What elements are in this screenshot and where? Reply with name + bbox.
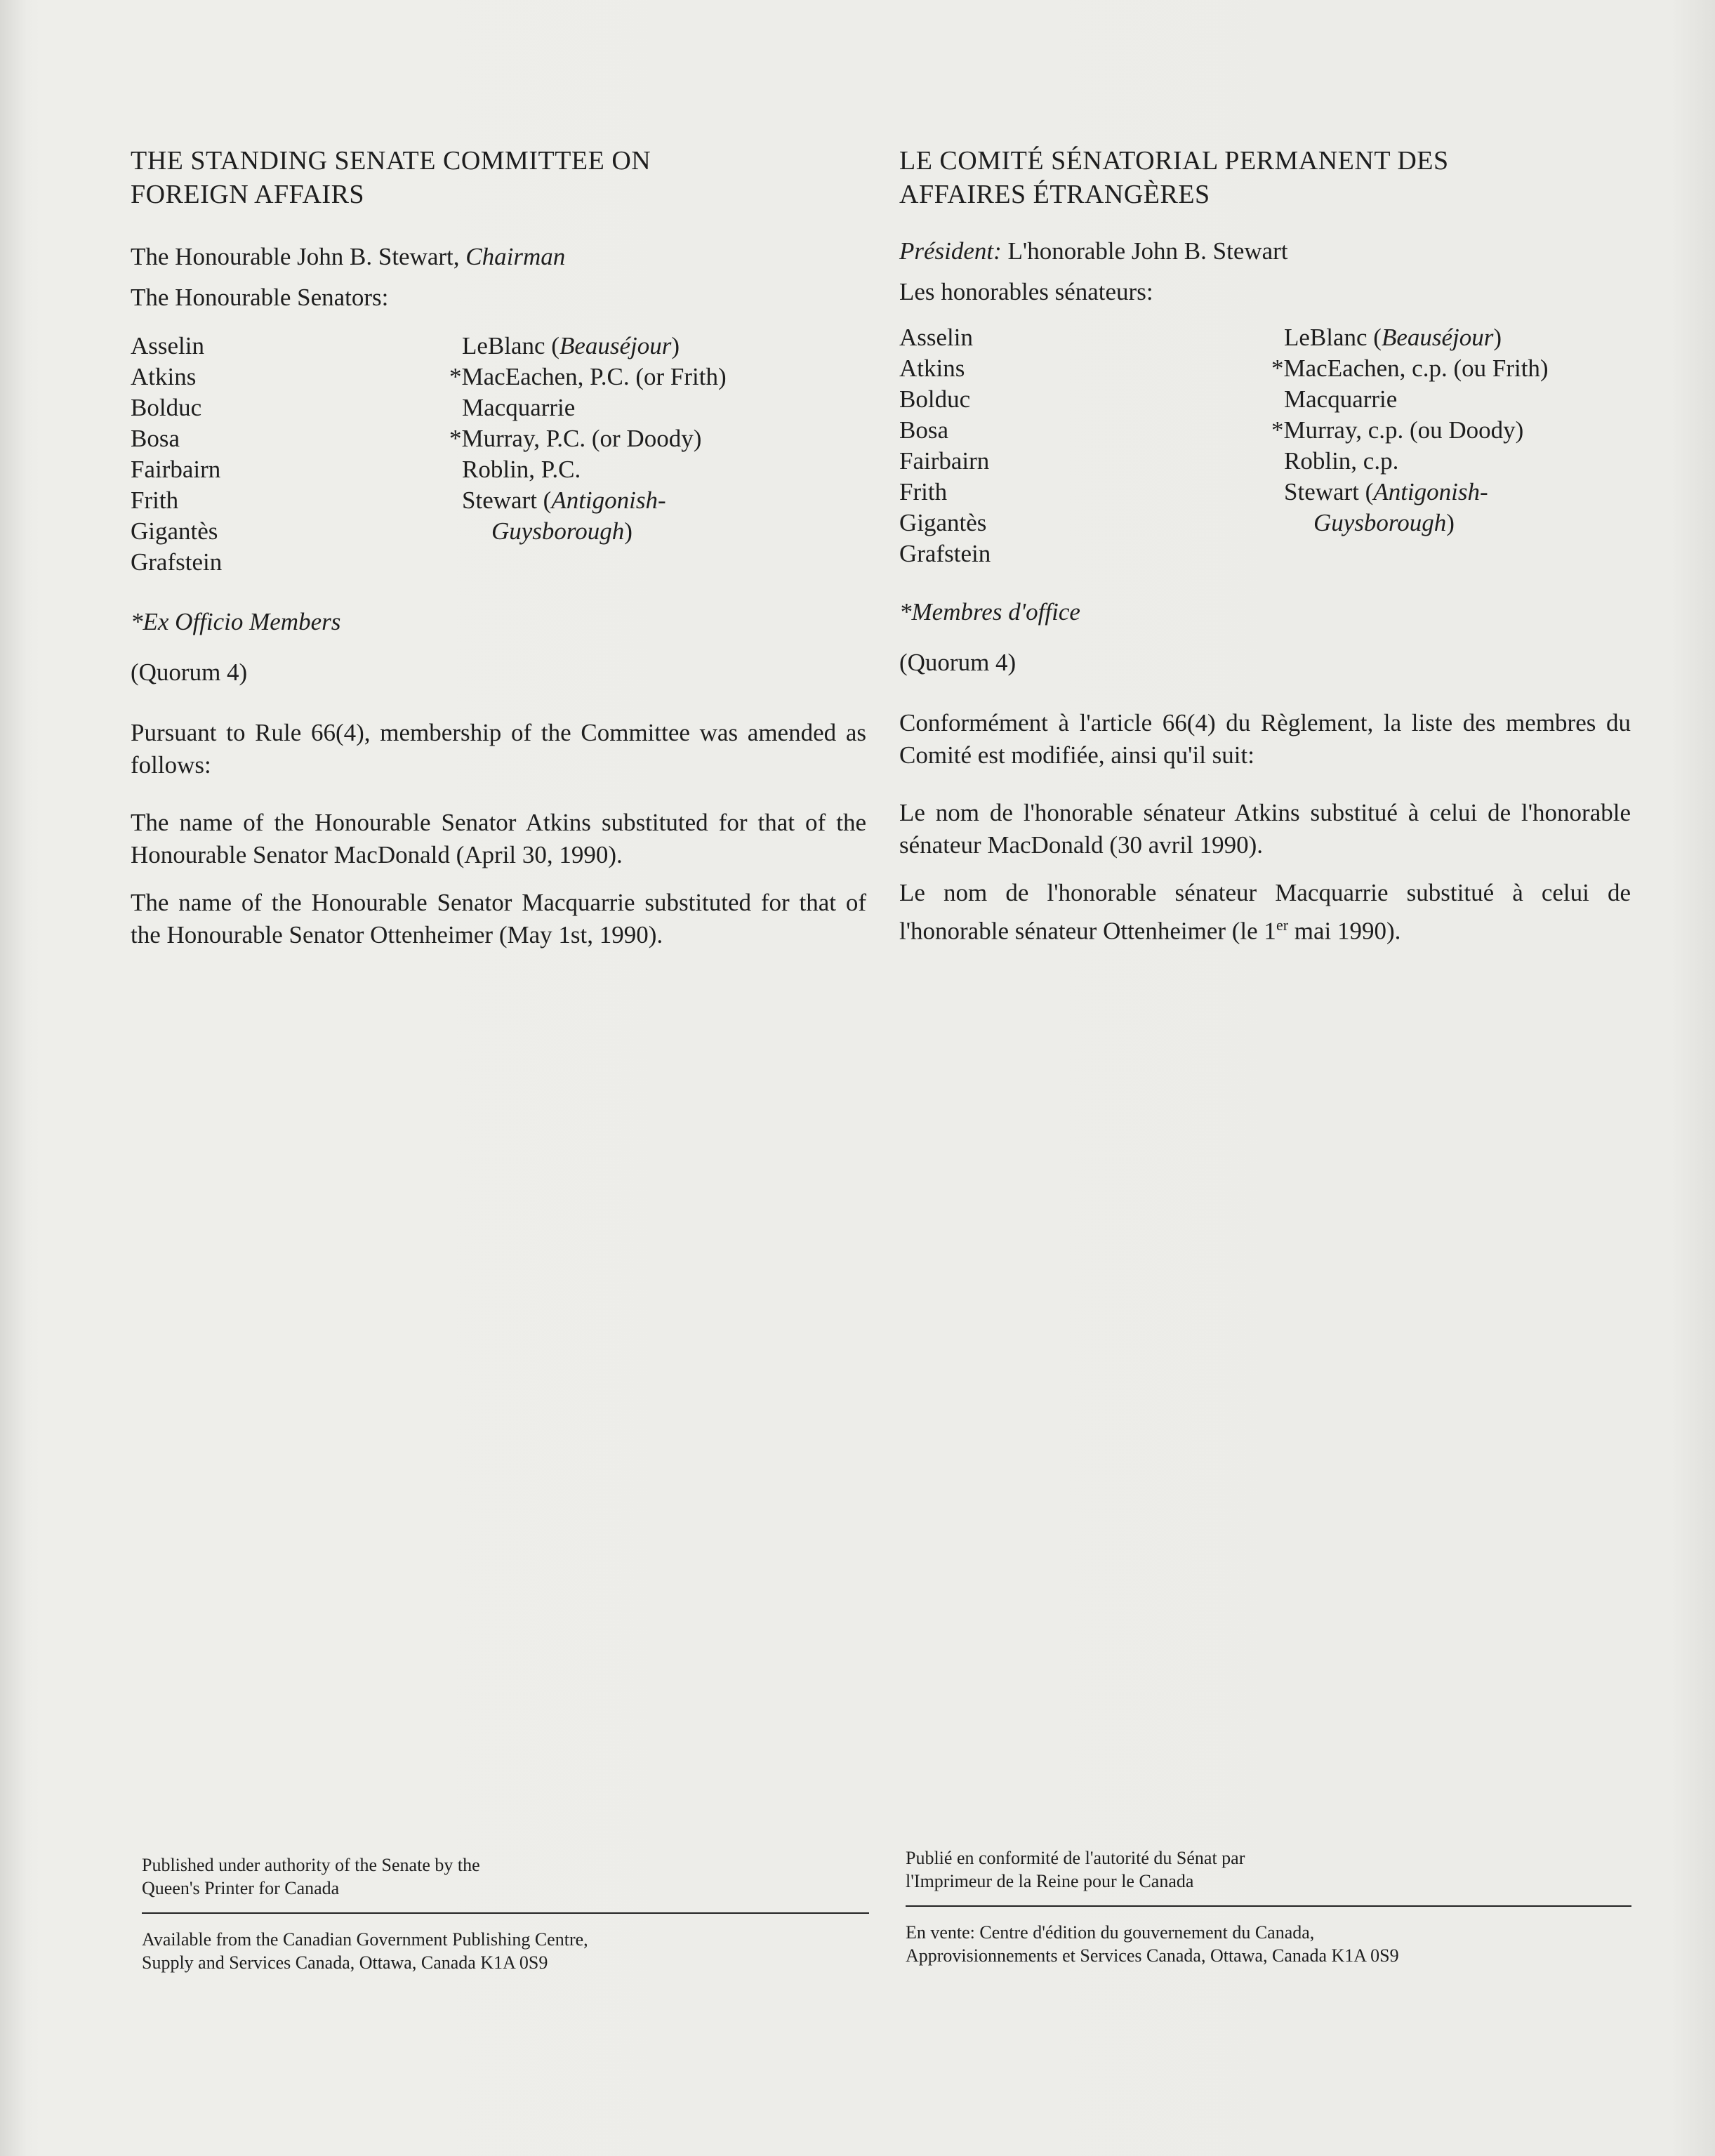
member-name: Stewart (Antigonish-: [1284, 478, 1488, 505]
member-name: Macquarrie: [1284, 385, 1398, 413]
substitution-paragraph-2: The name of the Honourable Senator Macquarrie substituted for that of the Honourable Senator Ottenheimer (May 1st, 1990).: [131, 889, 866, 948]
member-name: Bolduc: [899, 385, 971, 413]
chairman-title: Président:: [899, 237, 1002, 265]
member-name: Stewart (Antigonish-: [462, 487, 666, 514]
english-column: [131, 144, 866, 951]
substitution-paragraph-2: Le nom de l'honorable sénateur Macquarrie substitué à celui de l'honorable sénateur Ottenheimer (le 1er mai 1990).: [899, 879, 1631, 945]
member-list-left: [899, 322, 1278, 569]
publication-footer-en: [142, 1853, 869, 1974]
heading-line-2: FOREIGN AFFAIRS: [131, 180, 365, 209]
chairman-title: Chairman: [465, 243, 566, 270]
authority-line-1: Published under authority of the Senate by the: [142, 1855, 480, 1875]
committee-heading-fr: [899, 144, 1631, 211]
heading-line-2: AFFAIRES ÉTRANGÈRES: [899, 180, 1210, 209]
member-name: Grafstein: [899, 540, 991, 567]
quorum: (Quorum 4): [131, 659, 248, 686]
member-name-continued: Guysborough): [1313, 509, 1455, 536]
member-name: Roblin, c.p.: [1284, 447, 1399, 475]
member-name: LeBlanc (Beauséjour): [462, 332, 680, 359]
membership-amendment-paragraph: Conformément à l'article 66(4) du Règlement, la liste des membres du Comité est modifiée, ainsi qu'il suit:: [899, 709, 1631, 769]
member-list: [131, 331, 866, 578]
chairman-name: L'honorable John B. Stewart: [1001, 237, 1288, 265]
member-list-right: [449, 331, 800, 578]
member-name: Bolduc: [131, 394, 202, 421]
member-name: Gigantès: [899, 509, 987, 536]
substitution-paragraph-1: Le nom de l'honorable sénateur Atkins substitué à celui de l'honorable sénateur MacDonald (30 avril 1990).: [899, 799, 1631, 859]
chairman-line: [899, 235, 1631, 267]
heading-line-1: LE COMITÉ SÉNATORIAL PERMANENT DES: [899, 146, 1449, 176]
member-name: Macquarrie: [462, 394, 576, 421]
member-name: Asselin: [899, 324, 973, 351]
availability-line-1: Available from the Canadian Government Publishing Centre,: [142, 1929, 588, 1950]
member-name: Atkins: [131, 363, 197, 390]
member-name: Fairbairn: [131, 456, 221, 483]
availability-line-2: Approvisionnements et Services Canada, Ottawa, Canada K1A 0S9: [906, 1945, 1399, 1966]
member-name: Gigantès: [131, 517, 218, 545]
ex-officio-note: *Membres d'office: [899, 598, 1080, 626]
senators-intro: Les honorables sénateurs:: [899, 278, 1153, 305]
member-name: Frith: [899, 478, 948, 505]
chairman-line: [131, 241, 866, 273]
member-name: Bosa: [131, 425, 180, 452]
committee-heading-en: [131, 144, 866, 211]
member-name: Atkins: [899, 355, 965, 382]
footer-divider: [142, 1912, 869, 1914]
french-column: [899, 144, 1631, 948]
publication-footer-fr: [906, 1846, 1631, 1967]
heading-line-1: THE STANDING SENATE COMMITTEE ON: [131, 146, 651, 176]
member-name: LeBlanc (Beauséjour): [1284, 324, 1502, 351]
member-name: *MacEachen, P.C. (or Frith): [449, 363, 727, 390]
member-name: Grafstein: [131, 548, 223, 576]
member-name: Roblin, P.C.: [462, 456, 581, 483]
chairman-name: The Honourable John B. Stewart,: [131, 243, 466, 270]
member-list: [899, 322, 1631, 569]
member-name: Bosa: [899, 416, 948, 444]
member-name: *MacEachen, c.p. (ou Frith): [1271, 355, 1549, 382]
availability-line-1: En vente: Centre d'édition du gouvernement du Canada,: [906, 1922, 1315, 1943]
member-name: Fairbairn: [899, 447, 990, 475]
availability-line-2: Supply and Services Canada, Ottawa, Canada K1A 0S9: [142, 1952, 548, 1973]
member-name: *Murray, P.C. (or Doody): [449, 425, 702, 452]
quorum: (Quorum 4): [899, 649, 1017, 676]
member-name: Frith: [131, 487, 179, 514]
member-name: Asselin: [131, 332, 204, 359]
senators-intro: The Honourable Senators:: [131, 284, 389, 311]
substitution-paragraph-1: The name of the Honourable Senator Atkins substituted for that of the Honourable Senator MacDonald (April 30, 1990).: [131, 809, 866, 868]
member-list-right: [1271, 322, 1622, 569]
ex-officio-note: *Ex Officio Members: [131, 608, 341, 635]
member-name-continued: Guysborough): [491, 517, 633, 545]
bleed-through-texture: [295, 1151, 302, 1184]
authority-line-2: Queen's Printer for Canada: [142, 1878, 340, 1898]
footer-divider: [906, 1905, 1631, 1907]
member-name: *Murray, c.p. (ou Doody): [1271, 416, 1524, 444]
authority-line-2: l'Imprimeur de la Reine pour le Canada: [906, 1871, 1194, 1891]
authority-line-1: Publié en conformité de l'autorité du Sénat par: [906, 1848, 1245, 1868]
membership-amendment-paragraph: Pursuant to Rule 66(4), membership of the Committee was amended as follows:: [131, 719, 866, 779]
